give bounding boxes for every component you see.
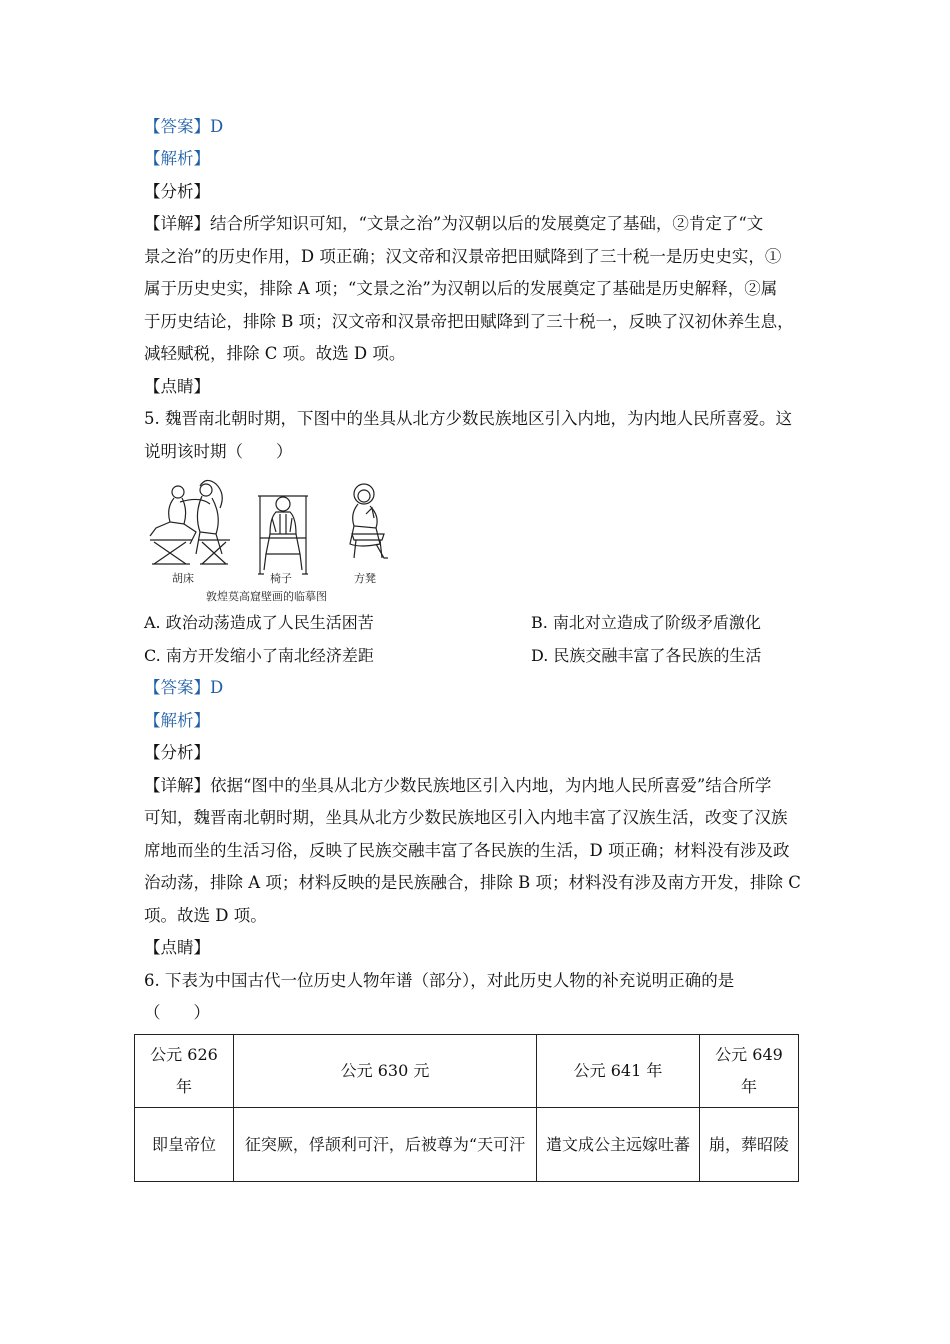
- q5-detail-line: 可知，魏晋南北朝时期，坐具从北方少数民族地区引入内地丰富了汉族生活，改变了汉族: [144, 808, 788, 827]
- chronology-table: [134, 1034, 799, 1182]
- figure-label-chair: 椅子: [270, 572, 292, 585]
- q5-option-b: B. 南北对立造成了阶级矛盾激化: [531, 613, 761, 632]
- table-cell-year: 公元 649 年: [700, 1035, 799, 1108]
- q4-jiexi: 【解析】: [144, 149, 210, 168]
- table-cell-year: 公元 626 年: [135, 1035, 234, 1108]
- square-stool-drawing: [350, 484, 388, 558]
- q5-detail-line: 【详解】依据“图中的坐具从北方少数民族地区引入内地，为内地人民所喜爱”结合所学: [144, 776, 772, 795]
- q4-detail-line: 景之治”的历史作用，D 项正确；汉文帝和汉景帝把田赋降到了三十税一是历史史实，①: [144, 247, 782, 266]
- q5-jiexi: 【解析】: [144, 711, 210, 730]
- figure-label-huchuang: 胡床: [172, 572, 194, 585]
- table-cell-event: 征突厥，俘颉利可汗，后被尊为“天可汗: [234, 1108, 537, 1182]
- q4-detail-line: 于历史结论，排除 B 项；汉文帝和汉景帝把田赋降到了三十税一，反映了汉初休养生息，: [144, 312, 794, 331]
- q5-detail-line: 席地而坐的生活习俗，反映了民族交融丰富了各民族的生活，D 项正确；材料没有涉及政: [144, 841, 790, 860]
- q4-answer: 【答案】D: [144, 117, 224, 136]
- q5-detail-line: 治动荡，排除 A 项；材料反映的是民族融合，排除 B 项；材料没有涉及南方开发，排除 C: [144, 873, 801, 892]
- q4-detail-line: 【详解】结合所学知识可知，“文景之治”为汉朝以后的发展奠定了基础，②肯定了“文: [144, 214, 764, 233]
- q5-option-c: C. 南方开发缩小了南北经济差距: [144, 646, 374, 665]
- table-row: [135, 1035, 799, 1108]
- q4-fenxi: 【分析】: [144, 182, 210, 201]
- figure-label-stool: 方凳: [354, 572, 376, 585]
- q5-answer: 【答案】D: [144, 678, 224, 697]
- mural-figure: [140, 474, 400, 604]
- q5-dianjing: 【点睛】: [144, 938, 210, 957]
- q4-detail-line: 属于历史史实，排除 A 项；“文景之治”为汉朝以后的发展奠定了基础是历史解释，②属: [144, 279, 778, 298]
- q5-stem-line: 说明该时期（ ）: [144, 442, 293, 461]
- table-cell-event: 崩，葬昭陵: [700, 1108, 799, 1182]
- q4-detail-line: 减轻赋税，排除 C 项。故选 D 项。: [144, 344, 406, 363]
- table-cell-year: 公元 641 年: [537, 1035, 700, 1108]
- q4-dianjing: 【点睛】: [144, 377, 210, 396]
- table-cell-event: 遣文成公主远嫁吐蕃: [537, 1108, 700, 1182]
- q6-stem-line: 6. 下表为中国古代一位历史人物年谱（部分），对此历史人物的补充说明正确的是: [144, 971, 735, 990]
- table-cell-event: 即皇帝位: [135, 1108, 234, 1182]
- q5-stem-line: 5. 魏晋南北朝时期，下图中的坐具从北方少数民族地区引入内地，为内地人民所喜爱。这: [144, 409, 792, 428]
- q5-fenxi: 【分析】: [144, 743, 210, 762]
- chair-drawing: [258, 496, 308, 574]
- table-row: [135, 1108, 799, 1182]
- table-cell-year: 公元 630 元: [234, 1035, 537, 1108]
- q5-option-a: A. 政治动荡造成了人民生活困苦: [144, 613, 374, 632]
- figure-caption: 敦煌莫高窟壁画的临摹图: [206, 590, 327, 603]
- q6-stem-line: （ ）: [144, 1003, 210, 1022]
- q5-option-d: D. 民族交融丰富了各民族的生活: [531, 646, 762, 665]
- q5-detail-line: 项。故选 D 项。: [144, 906, 267, 925]
- huchuang-drawing: [150, 480, 230, 564]
